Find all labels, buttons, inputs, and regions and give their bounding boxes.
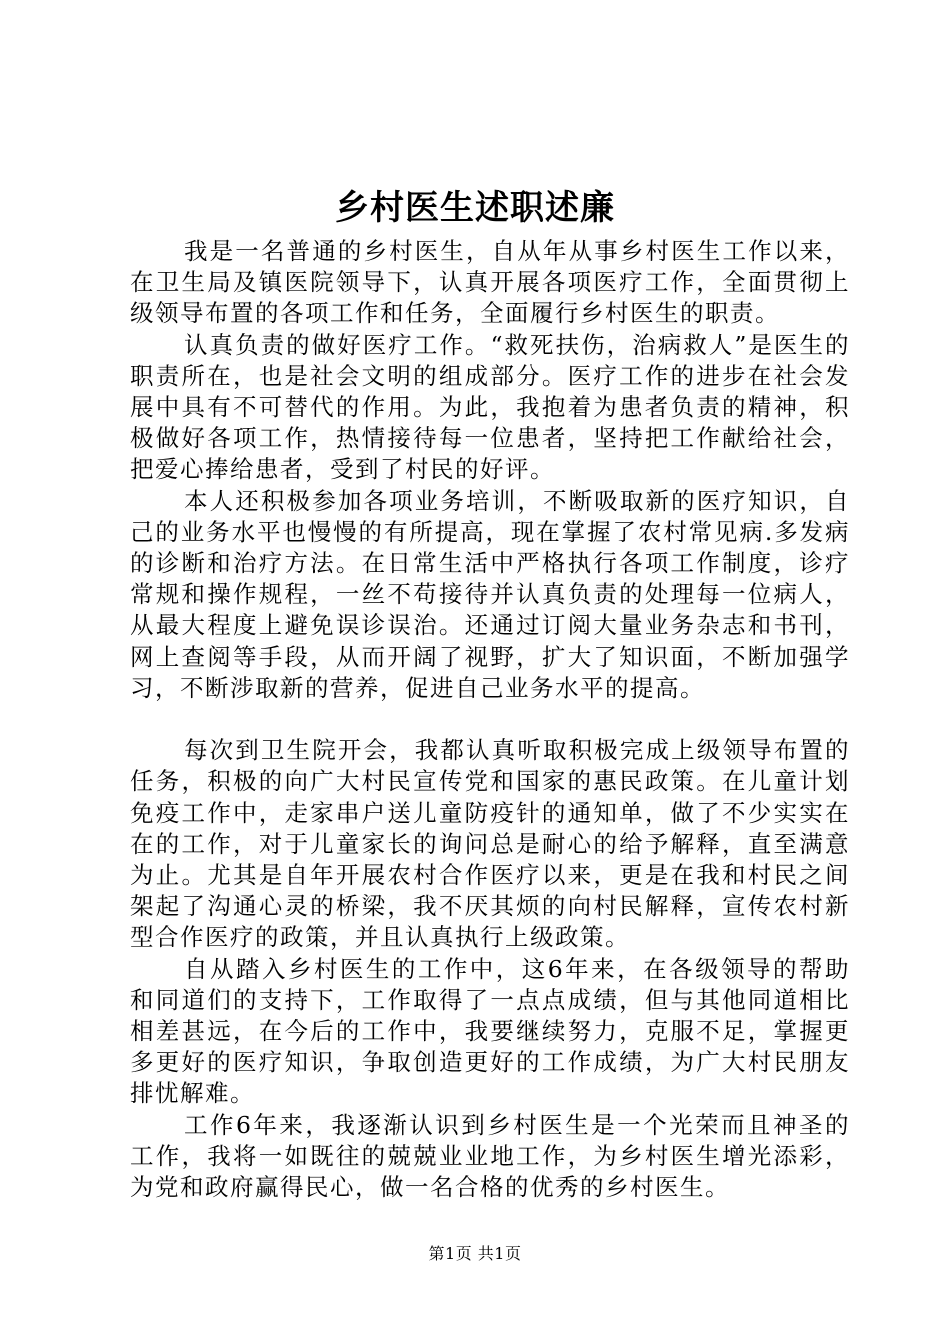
paragraph-spacer	[130, 704, 850, 735]
paragraph-4: 每次到卫生院开会，我都认真听取积极完成上级领导布置的任务，积极的向广大村民宣传党和国家的惠民政策。在儿童计划免疫工作中，走家串户送儿童防疫针的通知单，做了不少实实在在的工作，对于儿童家长的询问总是耐心的给予解释，直至满意为止。尤其是自年开展农村合作医疗以来，更是在我和村民之间架起了沟通心灵的桥梁，我不厌其烦的向村民解释，宣传农村新型合作医疗的政策，并且认真执行上级政策。	[130, 736, 850, 952]
paragraph-1: 我是一名普通的乡村医生，自从年从事乡村医生工作以来，在卫生局及镇医院领导下，认真开展各项医疗工作，全面贯彻上级领导布置的各项工作和任务，全面履行乡村医生的职责。	[130, 237, 850, 328]
page-number-footer: 第1页 共1页	[428, 1244, 522, 1263]
paragraph-2: 认真负责的做好医疗工作。“救死扶伤，治病救人”是医生的职责所在，也是社会文明的组成部分。医疗工作的进步在社会发展中具有不可替代的作用。为此，我抱着为患者负责的精神，积极做好各项工作，热情接待每一位患者，坚持把工作献给社会，把爱心捧给患者，受到了村民的好评。	[130, 330, 850, 484]
document-title: 乡村医生述职述廉	[335, 188, 615, 228]
paragraph-3: 本人还积极参加各项业务培训，不断吸取新的医疗知识，自己的业务水平也慢慢的有所提高，现在掌握了农村常见病.多发病的诊断和治疗方法。在日常生活中严格执行各项工作制度，诊疗常规和操作规程，一丝不苟接待并认真负责的处理每一位病人，从最大程度上避免误诊误治。还通过订阅大量业务杂志和书刊，网上查阅等手段，从而开阔了视野，扩大了知识面，不断加强学习，不断涉取新的营养，促进自己业务水平的提高。	[130, 486, 850, 702]
paragraph-6: 工作6年来，我逐渐认识到乡村医生是一个光荣而且神圣的工作，我将一如既往的兢兢业业地工作，为乡村医生增光添彩，为党和政府赢得民心，做一名合格的优秀的乡村医生。	[130, 1110, 850, 1202]
paragraph-5: 自从踏入乡村医生的工作中，这6年来，在各级领导的帮助和同道们的支持下，工作取得了一点点成绩，但与其他同道相比相差甚远，在今后的工作中，我要继续努力，克服不足，掌握更多更好的医疗知识，争取创造更好的工作成绩，为广大村民朋友排忧解难。	[130, 954, 850, 1108]
document-body	[130, 236, 850, 1203]
